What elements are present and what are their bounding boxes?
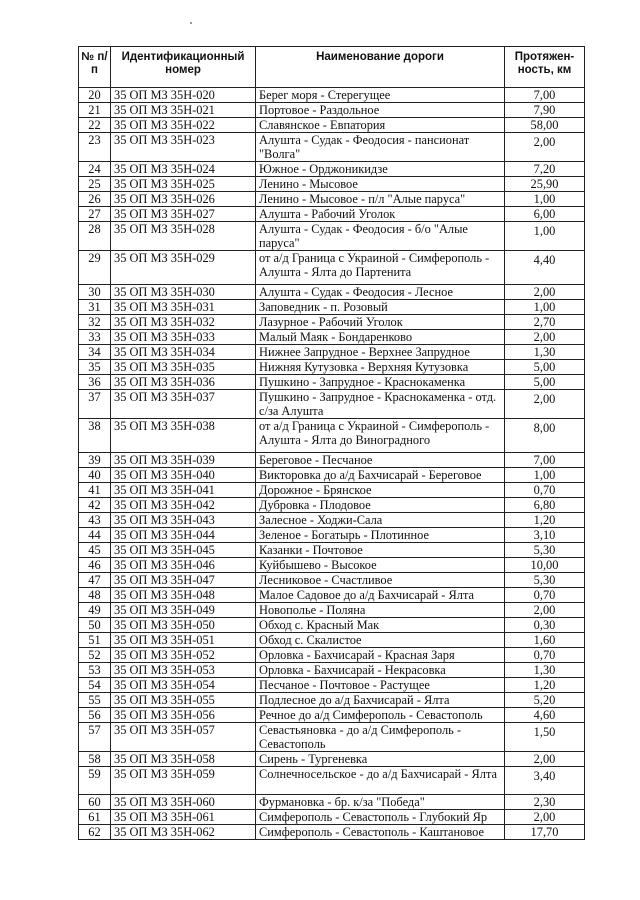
road-name: Лесниковое - Счастливое: [256, 573, 505, 588]
road-length: 5,30: [505, 573, 585, 588]
road-name: Казанки - Почтовое: [256, 543, 505, 558]
road-length: 1,20: [505, 678, 585, 693]
row-number: 60: [79, 795, 111, 810]
row-number: 56: [79, 708, 111, 723]
road-length: 58,00: [505, 118, 585, 133]
table-row: [79, 767, 585, 795]
row-number: 62: [79, 825, 111, 840]
road-name: Обход с. Скалистое: [256, 633, 505, 648]
road-length: 4,40: [505, 251, 585, 285]
row-number: 23: [79, 133, 111, 162]
road-name: Зеленое - Богатырь - Плотинное: [256, 528, 505, 543]
road-length: 2,70: [505, 315, 585, 330]
road-id: 35 ОП МЗ 35Н-045: [111, 543, 256, 558]
table-row: [79, 453, 585, 468]
road-id: 35 ОП МЗ 35Н-037: [111, 390, 256, 419]
table-row: [79, 330, 585, 345]
table-row: [79, 513, 585, 528]
road-name: Славянское - Евпатория: [256, 118, 505, 133]
road-id: 35 ОП МЗ 35Н-053: [111, 663, 256, 678]
row-number: 42: [79, 498, 111, 513]
row-number: 50: [79, 618, 111, 633]
road-name: Песчаное - Почтовое - Растущее: [256, 678, 505, 693]
table-row: [79, 752, 585, 767]
row-number: 59: [79, 767, 111, 795]
row-number: 52: [79, 648, 111, 663]
road-length: 6,00: [505, 207, 585, 222]
road-length: 5,30: [505, 543, 585, 558]
road-length: 2,30: [505, 795, 585, 810]
road-id: 35 ОП МЗ 35Н-049: [111, 603, 256, 618]
road-name: Дубровка - Плодовое: [256, 498, 505, 513]
row-number: 48: [79, 588, 111, 603]
road-name: Залесное - Ходжи-Сала: [256, 513, 505, 528]
road-id: 35 ОП МЗ 35Н-031: [111, 300, 256, 315]
row-number: 26: [79, 192, 111, 207]
row-number: 45: [79, 543, 111, 558]
header-length: Протяжен-ность, км: [505, 47, 585, 88]
row-number: 51: [79, 633, 111, 648]
table-row: [79, 708, 585, 723]
road-length: 2,00: [505, 752, 585, 767]
road-length: 1,60: [505, 633, 585, 648]
road-id: 35 ОП МЗ 35Н-052: [111, 648, 256, 663]
road-id: 35 ОП МЗ 35Н-035: [111, 360, 256, 375]
road-length: 0,70: [505, 648, 585, 663]
road-length: 0,70: [505, 483, 585, 498]
scan-speck: [190, 22, 192, 24]
road-length: 3,10: [505, 528, 585, 543]
road-name: Портовое - Раздольное: [256, 103, 505, 118]
row-number: 38: [79, 419, 111, 453]
road-name: Подлесное до а/д Бахчисарай - Ялта: [256, 693, 505, 708]
table-row: [79, 558, 585, 573]
table-row: [79, 192, 585, 207]
road-name: Дорожное - Брянское: [256, 483, 505, 498]
row-number: 55: [79, 693, 111, 708]
table-row: [79, 177, 585, 192]
road-name: от а/д Граница с Украиной - Симферополь - Алушта - Ялта до Партенита: [256, 251, 505, 285]
road-name: Пушкино - Запрудное - Краснокаменка - отд. с/за Алушта: [256, 390, 505, 419]
road-name: Алушта - Судак - Феодосия - б/о "Алые паруса": [256, 222, 505, 251]
road-length: 1,20: [505, 513, 585, 528]
road-id: 35 ОП МЗ 35Н-033: [111, 330, 256, 345]
road-id: 35 ОП МЗ 35Н-032: [111, 315, 256, 330]
row-number: 43: [79, 513, 111, 528]
road-id: 35 ОП МЗ 35Н-048: [111, 588, 256, 603]
road-id: 35 ОП МЗ 35Н-055: [111, 693, 256, 708]
road-length: 1,00: [505, 222, 585, 251]
road-length: 0,30: [505, 618, 585, 633]
table-row: [79, 315, 585, 330]
road-name: Речное до а/д Симферополь - Севастополь: [256, 708, 505, 723]
road-length: 2,00: [505, 285, 585, 300]
road-length: 1,30: [505, 345, 585, 360]
table-row: [79, 693, 585, 708]
road-length: 7,20: [505, 162, 585, 177]
road-id: 35 ОП МЗ 35Н-056: [111, 708, 256, 723]
table-row: [79, 618, 585, 633]
road-id: 35 ОП МЗ 35Н-036: [111, 375, 256, 390]
table-header: [79, 47, 585, 88]
table-row: [79, 88, 585, 103]
road-length: 2,00: [505, 330, 585, 345]
road-id: 35 ОП МЗ 35Н-020: [111, 88, 256, 103]
road-length: 7,00: [505, 88, 585, 103]
road-id: 35 ОП МЗ 35Н-051: [111, 633, 256, 648]
road-name: Куйбышево - Высокое: [256, 558, 505, 573]
table-row: [79, 103, 585, 118]
road-name: Ленино - Мысовое: [256, 177, 505, 192]
road-name: Южное - Орджоникидзе: [256, 162, 505, 177]
road-id: 35 ОП МЗ 35Н-040: [111, 468, 256, 483]
table-row: [79, 285, 585, 300]
row-number: 61: [79, 810, 111, 825]
road-id: 35 ОП МЗ 35Н-060: [111, 795, 256, 810]
row-number: 22: [79, 118, 111, 133]
road-name: Алушта - Судак - Феодосия - пансионат "Волга": [256, 133, 505, 162]
road-id: 35 ОП МЗ 35Н-042: [111, 498, 256, 513]
road-length: 7,90: [505, 103, 585, 118]
table-row: [79, 118, 585, 133]
road-length: 3,40: [505, 767, 585, 795]
road-length: 1,00: [505, 468, 585, 483]
road-id: 35 ОП МЗ 35Н-026: [111, 192, 256, 207]
row-number: 20: [79, 88, 111, 103]
road-id: 35 ОП МЗ 35Н-050: [111, 618, 256, 633]
road-length: 2,00: [505, 133, 585, 162]
road-id: 35 ОП МЗ 35Н-028: [111, 222, 256, 251]
table-row: [79, 588, 585, 603]
table-row: [79, 483, 585, 498]
road-name: Лазурное - Рабочий Уголок: [256, 315, 505, 330]
road-length: 17,70: [505, 825, 585, 840]
road-name: Малое Садовое до а/д Бахчисарай - Ялта: [256, 588, 505, 603]
row-number: 39: [79, 453, 111, 468]
header-num: № п/п: [79, 47, 111, 88]
road-id: 35 ОП МЗ 35Н-034: [111, 345, 256, 360]
row-number: 53: [79, 663, 111, 678]
row-number: 54: [79, 678, 111, 693]
road-length: 2,00: [505, 603, 585, 618]
road-id: 35 ОП МЗ 35Н-059: [111, 767, 256, 795]
road-name: Алушта - Рабочий Уголок: [256, 207, 505, 222]
road-id: 35 ОП МЗ 35Н-029: [111, 251, 256, 285]
row-number: 31: [79, 300, 111, 315]
road-length: 2,00: [505, 390, 585, 419]
row-number: 35: [79, 360, 111, 375]
road-length: 8,00: [505, 419, 585, 453]
table-row: [79, 603, 585, 618]
table-row: [79, 390, 585, 419]
table-row: [79, 573, 585, 588]
road-length: 25,90: [505, 177, 585, 192]
road-id: 35 ОП МЗ 35Н-024: [111, 162, 256, 177]
table-row: [79, 251, 585, 285]
road-name: Обход с. Красный Мак: [256, 618, 505, 633]
road-id: 35 ОП МЗ 35Н-061: [111, 810, 256, 825]
road-id: 35 ОП МЗ 35Н-058: [111, 752, 256, 767]
road-id: 35 ОП МЗ 35Н-057: [111, 723, 256, 752]
road-length: 5,00: [505, 375, 585, 390]
road-id: 35 ОП МЗ 35Н-046: [111, 558, 256, 573]
table-row: [79, 795, 585, 810]
road-id: 35 ОП МЗ 35Н-038: [111, 419, 256, 453]
row-number: 36: [79, 375, 111, 390]
table-row: [79, 498, 585, 513]
road-length: 1,30: [505, 663, 585, 678]
road-length: 10,00: [505, 558, 585, 573]
table-row: [79, 162, 585, 177]
road-name: Заповедник - п. Розовый: [256, 300, 505, 315]
table-row: [79, 528, 585, 543]
header-id: Идентификационный номер: [111, 47, 256, 88]
road-id: 35 ОП МЗ 35Н-025: [111, 177, 256, 192]
row-number: 33: [79, 330, 111, 345]
road-name: Новополье - Поляна: [256, 603, 505, 618]
road-id: 35 ОП МЗ 35Н-027: [111, 207, 256, 222]
row-number: 30: [79, 285, 111, 300]
row-number: 27: [79, 207, 111, 222]
row-number: 46: [79, 558, 111, 573]
road-length: 5,00: [505, 360, 585, 375]
road-id: 35 ОП МЗ 35Н-047: [111, 573, 256, 588]
road-name: Симферополь - Севастополь - Глубокий Яр: [256, 810, 505, 825]
row-number: 25: [79, 177, 111, 192]
row-number: 58: [79, 752, 111, 767]
road-name: Малый Маяк - Бондаренково: [256, 330, 505, 345]
table-row: [79, 543, 585, 558]
table-row: [79, 375, 585, 390]
road-name: Фурмановка - бр. к/за "Победа": [256, 795, 505, 810]
table-row: [79, 810, 585, 825]
table-row: [79, 419, 585, 453]
row-number: 49: [79, 603, 111, 618]
road-name: Севастьяновка - до а/д Симферополь - Севастополь: [256, 723, 505, 752]
header-name: Наименование дороги: [256, 47, 505, 88]
row-number: 44: [79, 528, 111, 543]
table-row: [79, 633, 585, 648]
table-row: [79, 825, 585, 840]
road-id: 35 ОП МЗ 35Н-062: [111, 825, 256, 840]
row-number: 34: [79, 345, 111, 360]
road-id: 35 ОП МЗ 35Н-039: [111, 453, 256, 468]
road-id: 35 ОП МЗ 35Н-054: [111, 678, 256, 693]
row-number: 29: [79, 251, 111, 285]
table-row: [79, 648, 585, 663]
road-name: Нижняя Кутузовка - Верхняя Кутузовка: [256, 360, 505, 375]
table-row: [79, 300, 585, 315]
road-name: Ленино - Мысовое - п/л "Алые паруса": [256, 192, 505, 207]
row-number: 24: [79, 162, 111, 177]
road-name: Орловка - Бахчисарай - Красная Заря: [256, 648, 505, 663]
road-length: 4,60: [505, 708, 585, 723]
table-row: [79, 360, 585, 375]
table-body: [79, 88, 585, 840]
road-name: от а/д Граница с Украиной - Симферополь - Алушта - Ялта до Виноградного: [256, 419, 505, 453]
table-row: [79, 222, 585, 251]
table-row: [79, 468, 585, 483]
table-row: [79, 345, 585, 360]
road-id: 35 ОП МЗ 35Н-023: [111, 133, 256, 162]
road-length: 1,50: [505, 723, 585, 752]
road-id: 35 ОП МЗ 35Н-041: [111, 483, 256, 498]
road-id: 35 ОП МЗ 35Н-044: [111, 528, 256, 543]
road-name: Сирень - Тургеневка: [256, 752, 505, 767]
road-length: 6,80: [505, 498, 585, 513]
roads-table: [78, 46, 585, 840]
row-number: 21: [79, 103, 111, 118]
road-name: Пушкино - Запрудное - Краснокаменка: [256, 375, 505, 390]
road-length: 0,70: [505, 588, 585, 603]
row-number: 37: [79, 390, 111, 419]
road-name: Береговое - Песчаное: [256, 453, 505, 468]
road-length: 2,00: [505, 810, 585, 825]
table-row: [79, 207, 585, 222]
road-name: Алушта - Судак - Феодосия - Лесное: [256, 285, 505, 300]
road-name: Солнечносельское - до а/д Бахчисарай - Ялта: [256, 767, 505, 795]
road-name: Симферополь - Севастополь - Каштановое: [256, 825, 505, 840]
road-length: 5,20: [505, 693, 585, 708]
row-number: 28: [79, 222, 111, 251]
table-row: [79, 678, 585, 693]
road-length: 1,00: [505, 300, 585, 315]
road-name: Орловка - Бахчисарай - Некрасовка: [256, 663, 505, 678]
road-name: Нижнее Запрудное - Верхнее Запрудное: [256, 345, 505, 360]
road-id: 35 ОП МЗ 35Н-021: [111, 103, 256, 118]
row-number: 40: [79, 468, 111, 483]
road-id: 35 ОП МЗ 35Н-022: [111, 118, 256, 133]
row-number: 32: [79, 315, 111, 330]
table-row: [79, 723, 585, 752]
road-name: Викторовка до а/д Бахчисарай - Береговое: [256, 468, 505, 483]
row-number: 57: [79, 723, 111, 752]
road-id: 35 ОП МЗ 35Н-043: [111, 513, 256, 528]
road-id: 35 ОП МЗ 35Н-030: [111, 285, 256, 300]
road-length: 1,00: [505, 192, 585, 207]
table-row: [79, 663, 585, 678]
road-name: Берег моря - Стерегущее: [256, 88, 505, 103]
table-row: [79, 133, 585, 162]
row-number: 41: [79, 483, 111, 498]
road-length: 7,00: [505, 453, 585, 468]
row-number: 47: [79, 573, 111, 588]
